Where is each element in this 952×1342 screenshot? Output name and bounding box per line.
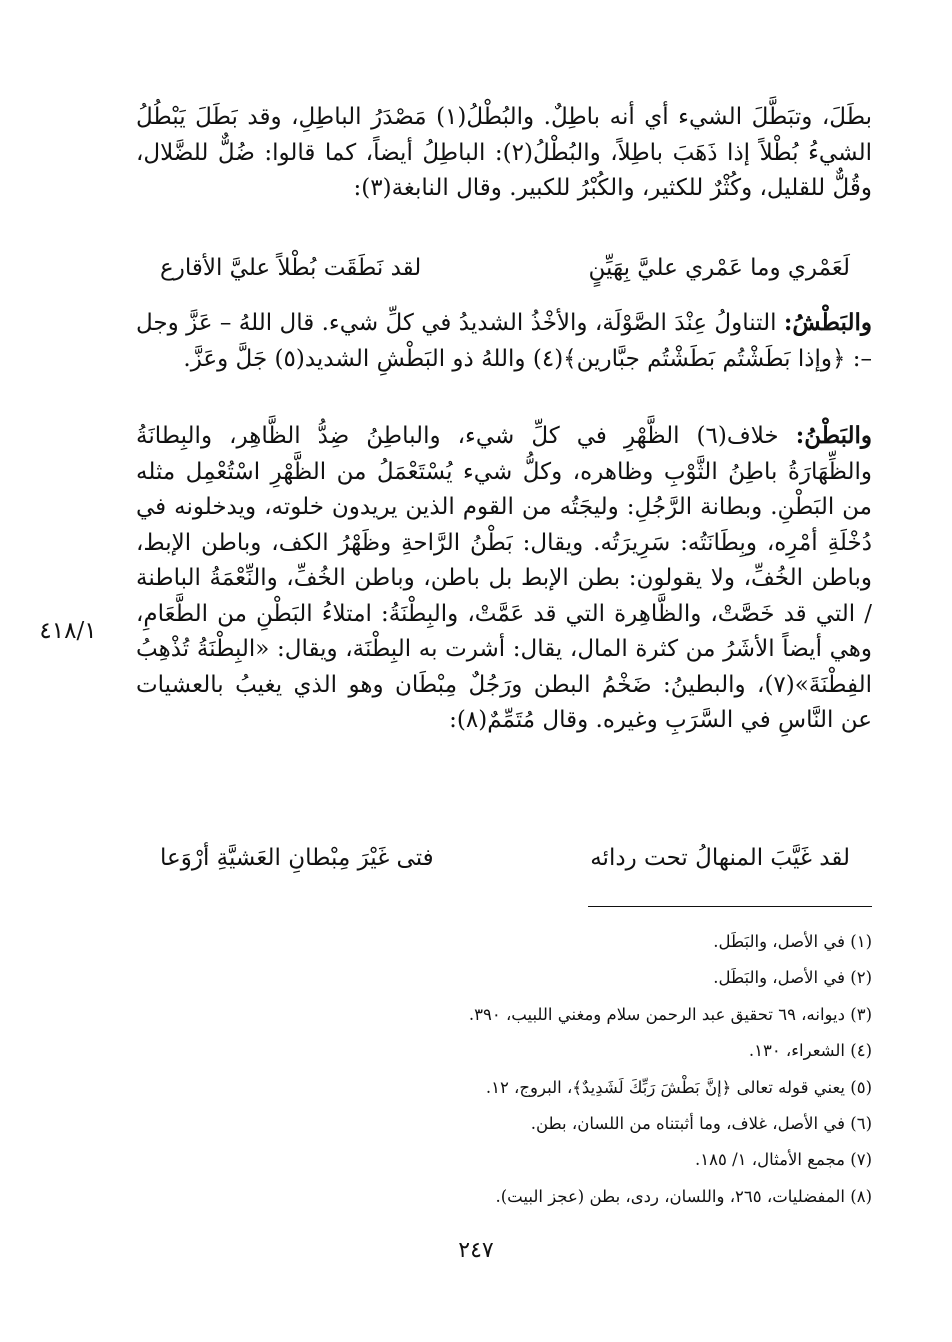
paragraph-batn [136,418,872,739]
paragraph-text [136,418,872,739]
verse-second-hemistich: فتى غَيْرَ مِبْطانِ العَشيَّةِ أرْوَعا [160,845,434,871]
verse-first-hemistich: لقد غَيَّبَ المنهالُ تحت ردائه [590,845,850,871]
entry-definition: التناولُ عِنْدَ الصَّوْلَة، والأخْذُ الشديدُ في كلِّ شيء. قال اللهُ – عَزَّ وجل –: ﴿وإذا بَطَشْتُم بَطَشْتُم جبَّارين﴾(٤) واللهُ ذو البَطْشِ الشديد(٥) جَلَّ وعَزَّ. [136,310,872,372]
footnote-separator [588,906,872,907]
footnote: (٣) ديوانه، ٦٩ تحقيق عبد الرحمن سلام ومغني اللبيب، ٣٩٠. [468,1004,872,1024]
footnote: (٨) المفضليات، ٢٦٥، واللسان، ردى، بطن (عجز البيت). [495,1186,872,1206]
paragraph-batala [136,100,872,207]
verse-mutammim [160,840,850,876]
paragraph-text [136,305,872,377]
manuscript-folio-reference: ٤١٨/١ [39,618,97,644]
footnotes-list [300,924,872,1215]
footnote: (٦) في الأصل، غلاف، وما أثبتناه من اللسان، بطن. [530,1114,872,1134]
entry-headword: والبَطْشُ: [783,309,872,336]
entry-headword: والبَطْنُ: [795,422,873,449]
page-number: ٢٤٧ [458,1238,494,1263]
verse-second-hemistich: لقد نَطَقَت بُطْلاً عليَّ الأقارع [160,255,422,281]
footnote: (٧) مجمع الأمثال، ١/ ١٨٥. [695,1150,872,1170]
footnote: (٢) في الأصل، والبَطَل. [713,968,872,988]
verse-first-hemistich: لَعَمْري وما عَمْري عليَّ بِهَيِّنٍ [588,255,850,281]
footnote: (١) في الأصل، والبَطَل. [713,932,872,951]
paragraph-batsh [136,305,872,377]
footnote: (٥) يعني قوله تعالى ﴿إنَّ بَطْشَ رَبِّكَ لَشَدِيدٌ﴾، البروج، ١٢. [485,1077,872,1097]
entry-definition: خلاف(٦) الظَّهْرِ في كلِّ شيء، والباطِنُ ضِدُّ الظَّاهِر، والبِطانَةُ والظِّهَارَةُ باطِنُ الثَّوْبِ وظاهره، وكلُّ شيء يُسْتَعْمَلُ من الظَّهْرِ اسْتُعْمِل مثله من البَطْنِ. وبطانة الرَّجُلِ: وليجَتُه من القوم الذين يريدون خلوته، ويدخلونه في دُخْلَةِ أمْرِه، وبِطَانَتُه: سَرِيرَتُه. ويقال: بَطْنُ الرَّاحةِ وظَهْرُ الكف، وباطن الإبط، وباطن الخُفِّ، ولا يقولون: بطن الإبط بل باطن، وباطن الخُفِّ، والنِّعْمَةُ الباطنة / التي قد خَصَّتْ، والظَّاهِرة التي قد عَمَّتْ، والبِطْنَةُ: امتلاءُ البَطْنِ من الطَّعَامِ، وهي أيضاً الأشَرُ من كثرة المال، يقال: أشرت به البِطْنَة، ويقال: «البِطْنَةُ تُذْهِبُ الفِطْنَةَ»(٧)، والبطينُ: ضَخْمُ البطن ورَجُلٌ مِبْطَان وهو الذي يغيبُ بالعشيات عن النَّاسِ في السَّرَبِ وغيره. وقال مُتَمِّمٌ(٨): [136,423,872,733]
verse-nabigha [160,250,850,286]
footnote: (٤) الشعراء، ١٣٠. [748,1041,872,1061]
paragraph-text: بطَلَ، وتبَطَّلَ الشيء أي أنه باطِلٌ. والبُطْلُ(١) مَصْدَرُ الباطِلِ، وقد بَطَلَ يَبْطُلُ الشيءُ بُطْلاً إذا ذَهَبَ باطِلاً، والبُطْلُ(٢): الباطِلُ أيضاً، كما قالوا: ضُلٌّ للضَّلال، وقُلٌّ للقليل، وكُثْرٌ للكثير، والكُبْرُ للكبير. وقال النابغة(٣): [136,104,872,201]
